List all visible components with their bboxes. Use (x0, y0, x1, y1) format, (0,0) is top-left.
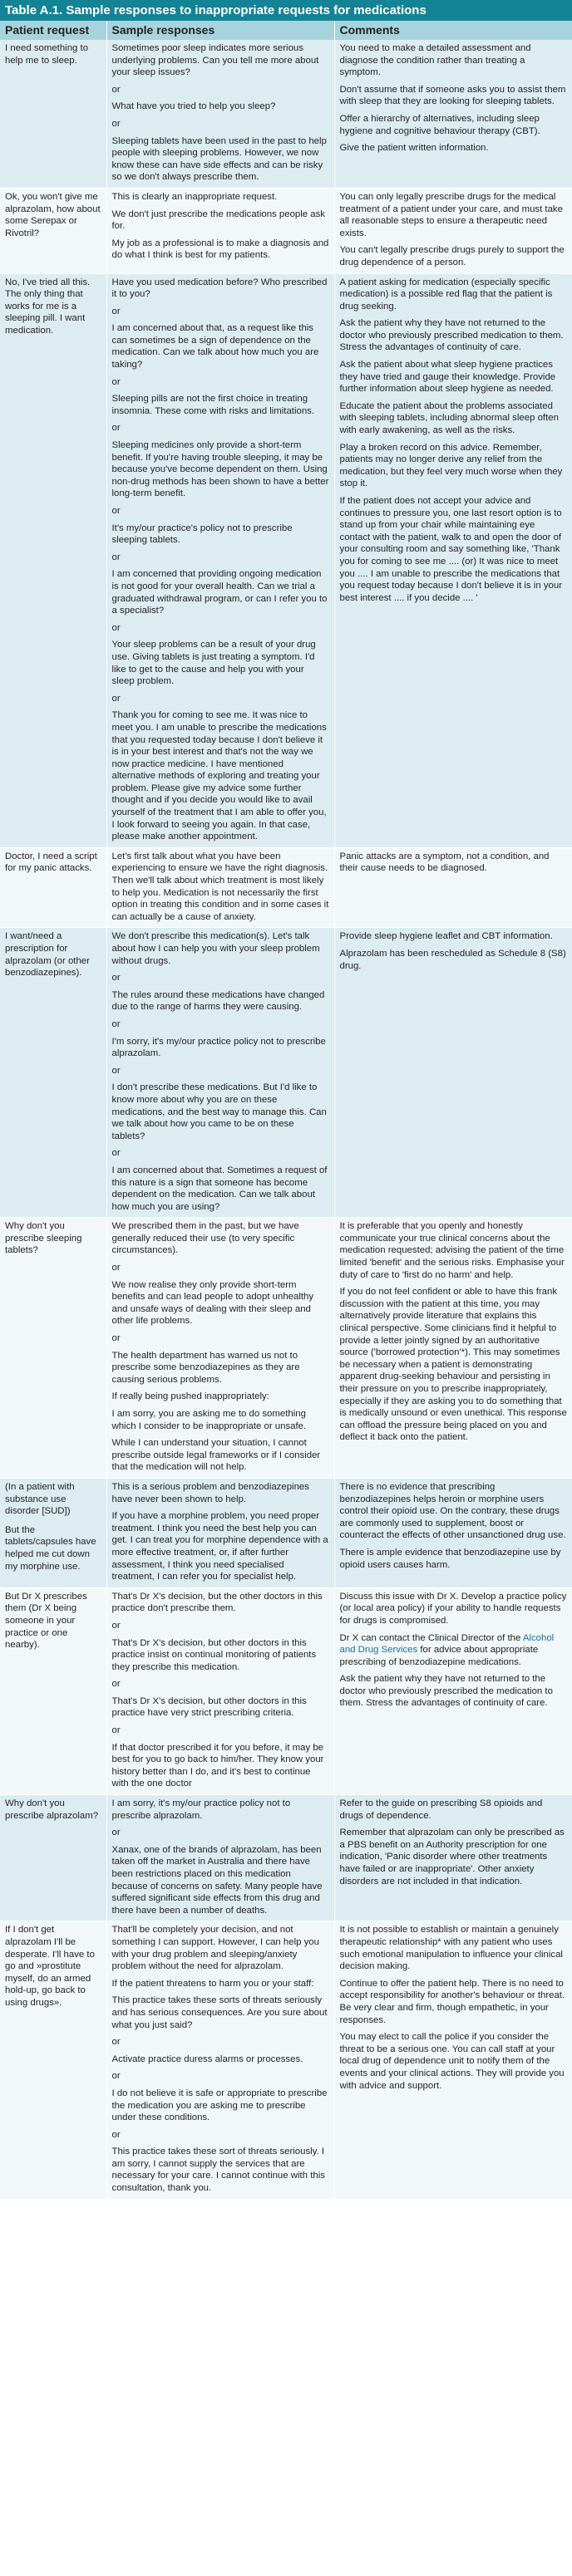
response-text: We don't just prescribe the medications people ask for. (111, 209, 325, 232)
request-text: Doctor, I need a script for my panic attacks. (5, 851, 97, 874)
response-text: Sleeping medicines only provide a short-term benefit. If you're having trouble sleeping, it may be because you've become dependent on them. Using non-drug methods has been shown to have a better long-term benefit. (111, 440, 329, 499)
table-row (0, 847, 572, 928)
request-text: Why don't you prescribe alprazolam? (5, 1798, 99, 1821)
patient-request-cell (0, 847, 106, 928)
request-text: But the tablets/capsules have helped me cut down my morphine use. (5, 1524, 96, 1572)
comment-text: Alprazolam has been rescheduled as Schedule 8 (S8) drug. (339, 949, 566, 971)
response-text: or (111, 552, 121, 562)
response-text: or (111, 1148, 121, 1159)
request-text: If I don't get alprazolam I'll be desperate. I'll have to go and »prostitute myself, do an armed hold-up, go back to using drugs». (5, 1925, 95, 2008)
comment-text: Give the patient written information. (339, 143, 489, 154)
patient-request-cell (0, 1218, 106, 1479)
response-text: I am sorry, it's my/our practice policy not to prescribe alprazolam. (111, 1798, 291, 1821)
response-text: It's my/our practice's policy not to prescribe sleeping tablets. (111, 523, 293, 546)
column-header-comments: Comments (334, 21, 572, 40)
comment-text: Ask the patient about what sleep hygiene practices they have tried and gauge their knowledge. Provide further information about sleep hygiene as needed. (339, 360, 556, 395)
table-row (0, 1478, 572, 1587)
header-row (0, 21, 572, 40)
patient-request-cell (0, 188, 106, 273)
response-text: If that doctor prescribed it for you before, it may be best for you to go back to him/her. They know your history better than I do, and it's best to continue with the one doctor (111, 1742, 324, 1789)
comment-text: It is preferable that you openly and honestly communicate your true clinical concerns about the medication requested; advising the patient of the time limited 'benefit' and the serious risks. Emphasise your duty of care to 'first do no harm' and help. (339, 1221, 565, 1280)
response-text: My job as a professional is to make a diagnosis and do what I think is best for my patients. (111, 238, 329, 261)
response-text: If really being pushed inappropriately: (111, 1391, 269, 1402)
response-text: or (111, 1263, 121, 1273)
sample-responses-cell (106, 188, 334, 273)
sample-responses-cell (106, 847, 334, 928)
response-text: or (111, 1828, 121, 1838)
response-text: This practice takes these sort of threats seriously. I am sorry, I cannot supply the services that are necessary for your care. I cannot continue with this consultation, thank you. (111, 2147, 325, 2194)
response-text: Sleeping tablets have been used in the past to help people with sleeping problems. However, we now know these can have side effects and can be risky so we don't always prescribe them. (111, 135, 327, 183)
response-text: This is a serious problem and benzodiazepines have never been shown to help. (111, 1481, 309, 1504)
response-text: or (111, 423, 121, 434)
response-text: or (111, 1333, 121, 1344)
response-text: This is clearly an inappropriate request. (111, 191, 278, 202)
response-text: We don't prescribe this medication(s). Let's talk about how I can help you with your sleep problem without drugs. (111, 931, 320, 966)
comment-text: Provide sleep hygiene leaflet and CBT information. (339, 931, 553, 942)
comments-cell (334, 847, 572, 928)
response-text: We now realise they only provide short-term benefits and can lead people to adopt unhealthy and unsafe ways of dealing with their sleep and other life problems. (111, 1279, 314, 1327)
response-text: I am concerned that providing ongoing medication is not good for your overall health. Can we trial a graduated withdrawal program, or can I refer you to a specialist? (111, 569, 328, 616)
alcohol-and-drug-services-link[interactable]: Alcohol and Drug Services (339, 1632, 555, 1656)
response-text: This practice takes these sorts of threats seriously and has serious consequences. Are you sure about what you just said? (111, 1995, 328, 2030)
comment-text: Remember that alprazolam can only be prescribed as a PBS benefit on an Authority prescription for one indication, 'Panic disorder where other treatments have failed or are inappropriate'. Other anxiety disorders are not included in that indication. (339, 1828, 565, 1887)
response-text: While I can understand your situation, I cannot prescribe outside legal frameworks or if I consider that the medication will not help. (111, 1438, 321, 1473)
request-text: I need something to help me to sleep. (5, 43, 89, 66)
response-text: We prescribed them in the past, but we have generally reduced their use (to very specific circumstances). (111, 1221, 299, 1256)
comment-text: Ask the patient why they have not returned to the doctor who previously prescribed the medication to them. Stress the advantages of continuity of care. (339, 1674, 553, 1709)
column-header-patient-request: Patient request (0, 21, 106, 40)
table-row (0, 928, 572, 1218)
comment-text: You need to make a detailed assessment and diagnose the condition rather than treating a symptom. (339, 43, 531, 78)
patient-request-cell (0, 1478, 106, 1587)
response-text: or (111, 2037, 121, 2048)
patient-request-cell (0, 928, 106, 1218)
comment-text: Continue to offer the patient help. There is no need to accept responsibility for another's behaviour or threat. Be very clear and firm, though empathetic, in your responses. (339, 1978, 565, 2025)
comment-text-part: Dr X can contact the Clinical Director of the (339, 1632, 521, 1643)
sample-responses-cell (106, 1218, 334, 1479)
comments-cell (334, 1587, 572, 1794)
response-text: or (111, 2071, 121, 2082)
sample-responses-cell (106, 1587, 334, 1794)
comment-text: Ask the patient why they have not returned to the doctor who previously prescribed medication to them. Stress the advantages of continuity of care. (339, 318, 564, 353)
response-text: Thank you for coming to see me. It was nice to meet you. I am unable to prescribe the medications that you requested today because I don't believe it is in your best interest and that's not the way we now practice medicine. I have mentioned alternative methods of exploring and treating your problem. Please give my advice some further thought and if you decide you would like to avail yourself of the treatment that I am able to offer you, I look forward to seeing you again. In that case, please make another appointment. (111, 710, 327, 842)
comment-text: Don't assume that if someone asks you to assist them with sleep that they are looking for sleeping tablets. (339, 84, 566, 107)
comment-text: You can't legally prescribe drugs purely to support the drug dependence of a person. (339, 245, 565, 267)
patient-request-cell (0, 273, 106, 847)
column-header-sample-responses: Sample responses (106, 21, 334, 40)
request-text: No, I've tried all this. The only thing that works for me is a sleeping pill. I want medication. (5, 277, 91, 336)
comment-text: If you do not feel confident or able to have this frank discussion with the patient at this time, you may alternatively provide literature that explains this clinical perspective. Some clinicians find it helpful to provide a letter jointly signed by an authoritative source ('borrowed protection'*). This may sometimes be necessary when a patient is demonstrating apparent drug-seeking behaviour and persisting in their pressure on you to prescribe inappropriately, especially if they are asking you to do something that is medically unsound or even unethical. This response can offload the pressure being placed on you and deflect it back onto the patient. (339, 1287, 567, 1443)
comment-text: Play a broken record on this advice. Remember, patients may no longer derive any relief from the medication, but they feel very much worse when they stop it. (339, 442, 563, 489)
response-text: or (111, 1065, 121, 1076)
request-text: Ok, you won't give me alprazolam, how about some Serepax or Rivotril? (5, 191, 101, 238)
response-text: I am concerned about that, as a request like this can sometimes be a sign of dependence on the medication. Can we talk about how much you are taking? (111, 323, 319, 370)
comments-cell (334, 1795, 572, 1921)
comment-text: Refer to the guide on prescribing S8 opioids and drugs of dependence. (339, 1798, 543, 1821)
comments-cell (334, 928, 572, 1218)
comment-text: There is no evidence that prescribing benzodiazepines helps heroin or morphine users control their opioid use. On the contrary, these drugs are commonly used to supplement, boost or counteract the effects of other unsanctioned drug use. (339, 1481, 566, 1541)
comments-cell (334, 1218, 572, 1479)
comments-cell (334, 1921, 572, 2199)
comment-text: Educate the patient about the problems associated with sleeping tablets, including abnormal sleep often with early awakening, as well as the risks. (339, 400, 559, 436)
response-text: That'll be completely your decision, and not something I can support. However, I can help you with your drug problem and sleeping/anxiety problem without the need for alprazolam. (111, 1925, 319, 1972)
responses-table (0, 21, 572, 2200)
table-title: Table A.1. Sample responses to inappropriate requests for medications (0, 0, 572, 21)
request-text: I want/need a prescription for alprazolam (or other benzodiazepines). (5, 931, 90, 979)
comment-text (340, 1632, 568, 1669)
comment-text: Offer a hierarchy of alternatives, including sleep hygiene and cognitive behaviour therapy (CBT). (339, 113, 540, 136)
response-text: or (111, 306, 121, 316)
response-text: That's Dr X's decision, but other doctors in this practice have very strict prescribing criteria. (111, 1695, 307, 1719)
request-text: Why don't you prescribe sleeping tablets? (5, 1221, 82, 1256)
response-text: or (111, 973, 121, 984)
response-text: If the patient threatens to harm you or your staff: (111, 1978, 314, 1989)
request-text: (In a patient with substance use disorder [SUD]) (5, 1481, 75, 1517)
response-text: I do not believe it is safe or appropriate to prescribe the medication you are asking me to prescribe under these conditions. (111, 2088, 328, 2123)
comments-cell (334, 188, 572, 273)
table-row (0, 1795, 572, 1921)
response-text: The health department has warned us not to prescribe some benzodiazepines as they are causing serious problems. (111, 1350, 300, 1385)
response-text: or (111, 693, 121, 704)
response-text: Activate practice duress alarms or processes. (111, 2053, 303, 2064)
response-text: Let's first talk about what you have been experiencing to ensure we have the right diagnosis. Then we'll talk about which treatment is most likely to help you. Medication is not necessarily the first option in treating this condition and in some cases it can actually be a cause of anxiety. (111, 851, 329, 922)
comment-text: It is not possible to establish or maintain a genuinely therapeutic relationship* with any patient who uses such emotional manipulation to influence your clinical decision making. (339, 1925, 563, 1972)
comments-cell (334, 40, 572, 188)
patient-request-cell (0, 40, 106, 188)
table-row (0, 1218, 572, 1479)
response-text: I don't prescribe these medications. But I'd like to know more about why you are on these medications, and the best way to manage this. Can we talk about how you came to be on these tablets? (111, 1082, 327, 1141)
comment-text-part: for advice about appropriate prescribing of benzodiazepine medications. (339, 1645, 539, 1667)
response-text: I am sorry, you are asking me to do something which I consider to be inappropriate or unsafe. (111, 1409, 307, 1431)
response-text: or (111, 1725, 121, 1736)
comments-cell (334, 1478, 572, 1587)
patient-request-cell (0, 1795, 106, 1921)
comment-text: If the patient does not accept your advice and continues to pressure you, one last resort option is to stand up from your chair while maintaining eye contact with the patient, walk to and open the door of your consulting room and say something like, 'Thank you for coming to see me .... (or) It was nice to meet you .... I am unable to prescribe the medications that you request today because I don't believe it is in your best interest .... if you decide .... ' (339, 496, 562, 603)
response-text: That's Dr X's decision, but other doctors in this practice insist on continual monitoring of patients they prescribe this medication. (111, 1637, 317, 1672)
patient-request-cell (0, 1587, 106, 1794)
response-text: or (111, 118, 121, 129)
sample-responses-cell (106, 928, 334, 1218)
response-text: or (111, 506, 121, 516)
response-text: or (111, 622, 121, 633)
comment-text: You may elect to call the police if you consider the threat to be a serious one. You can call staff at your local drug of dependence unit to notify them of the events and your clinical actions. They will provide you with advice and support. (339, 2032, 565, 2091)
table-row (0, 40, 572, 188)
table-row (0, 273, 572, 847)
comments-cell (334, 273, 572, 847)
response-text: Sometimes poor sleep indicates more serious underlying problems. Can you tell me more about your sleep issues? (111, 43, 319, 78)
response-text: or (111, 1018, 121, 1029)
response-text: or (111, 1679, 121, 1690)
response-text: That's Dr X's decision, but the other doctors in this practice don't prescribe them. (111, 1591, 323, 1614)
response-text: What have you tried to help you sleep? (111, 101, 276, 112)
comment-text: You can only legally prescribe drugs for the medical treatment of a patient under your care, and must take all reasonable steps to ensure a therapeutic need exists. (339, 191, 563, 238)
comment-text: Panic attacks are a symptom, not a condition, and their cause needs to be diagnosed. (339, 851, 550, 874)
sample-responses-cell (106, 1795, 334, 1921)
response-text: The rules around these medications have changed due to the range of harms they were causing. (111, 989, 325, 1013)
sample-responses-cell (106, 273, 334, 847)
response-text: or (111, 376, 121, 387)
comment-text: Discuss this issue with Dr X. Develop a practice policy (or local area policy) if your ability to handle requests for drugs is compromised. (339, 1591, 567, 1626)
patient-request-cell (0, 1921, 106, 2199)
sample-responses-cell (106, 40, 334, 188)
response-text: Sleeping pills are not the first choice in treating insomnia. These come with risks and limitations. (111, 394, 315, 416)
table-row (0, 188, 572, 273)
response-text: or (111, 84, 121, 95)
response-text: Your sleep problems can be a result of your drug use. Giving tablets is just treating a symptom. I'd like to get to the cause and help you with your sleep problem. (111, 640, 316, 687)
response-text: or (111, 2129, 121, 2140)
table-row (0, 1921, 572, 2199)
table-row (0, 1587, 572, 1794)
request-text: But Dr X prescribes them (Dr X being someone in your practice or one nearby). (5, 1591, 87, 1651)
response-text: or (111, 1620, 121, 1631)
response-text: I'm sorry, it's my/our practice policy not to prescribe alprazolam. (111, 1036, 326, 1059)
comment-text: There is ample evidence that benzodiazepine use by opioid users causes harm. (339, 1547, 561, 1570)
sample-responses-cell (106, 1478, 334, 1587)
comment-text: A patient asking for medication (especially specific medication) is a possible red flag that the patient is drug seeking. (339, 277, 553, 312)
sample-responses-cell (106, 1921, 334, 2199)
response-text: Xanax, one of the brands of alprazolam, has been taken off the market in Australia and there have been restrictions placed on this medication because of concerns on safety. Many people have suffered significant side effects from this drug and there have been a number of deaths. (111, 1844, 323, 1916)
response-text: I am concerned about that. Sometimes a request of this nature is a sign that someone has become dependent on the medication. Can we talk about how much you are using? (111, 1165, 328, 1212)
response-text: Have you used medication before? Who prescribed it to you? (111, 277, 328, 300)
response-text: If you have a morphine problem, you need proper treatment. I think you need the best help you can get. I can treat you for morphine dependence with a more effective treatment, or, if after further assessment, I think you need specialised treatment, I can refer you for specialist help. (111, 1511, 328, 1582)
